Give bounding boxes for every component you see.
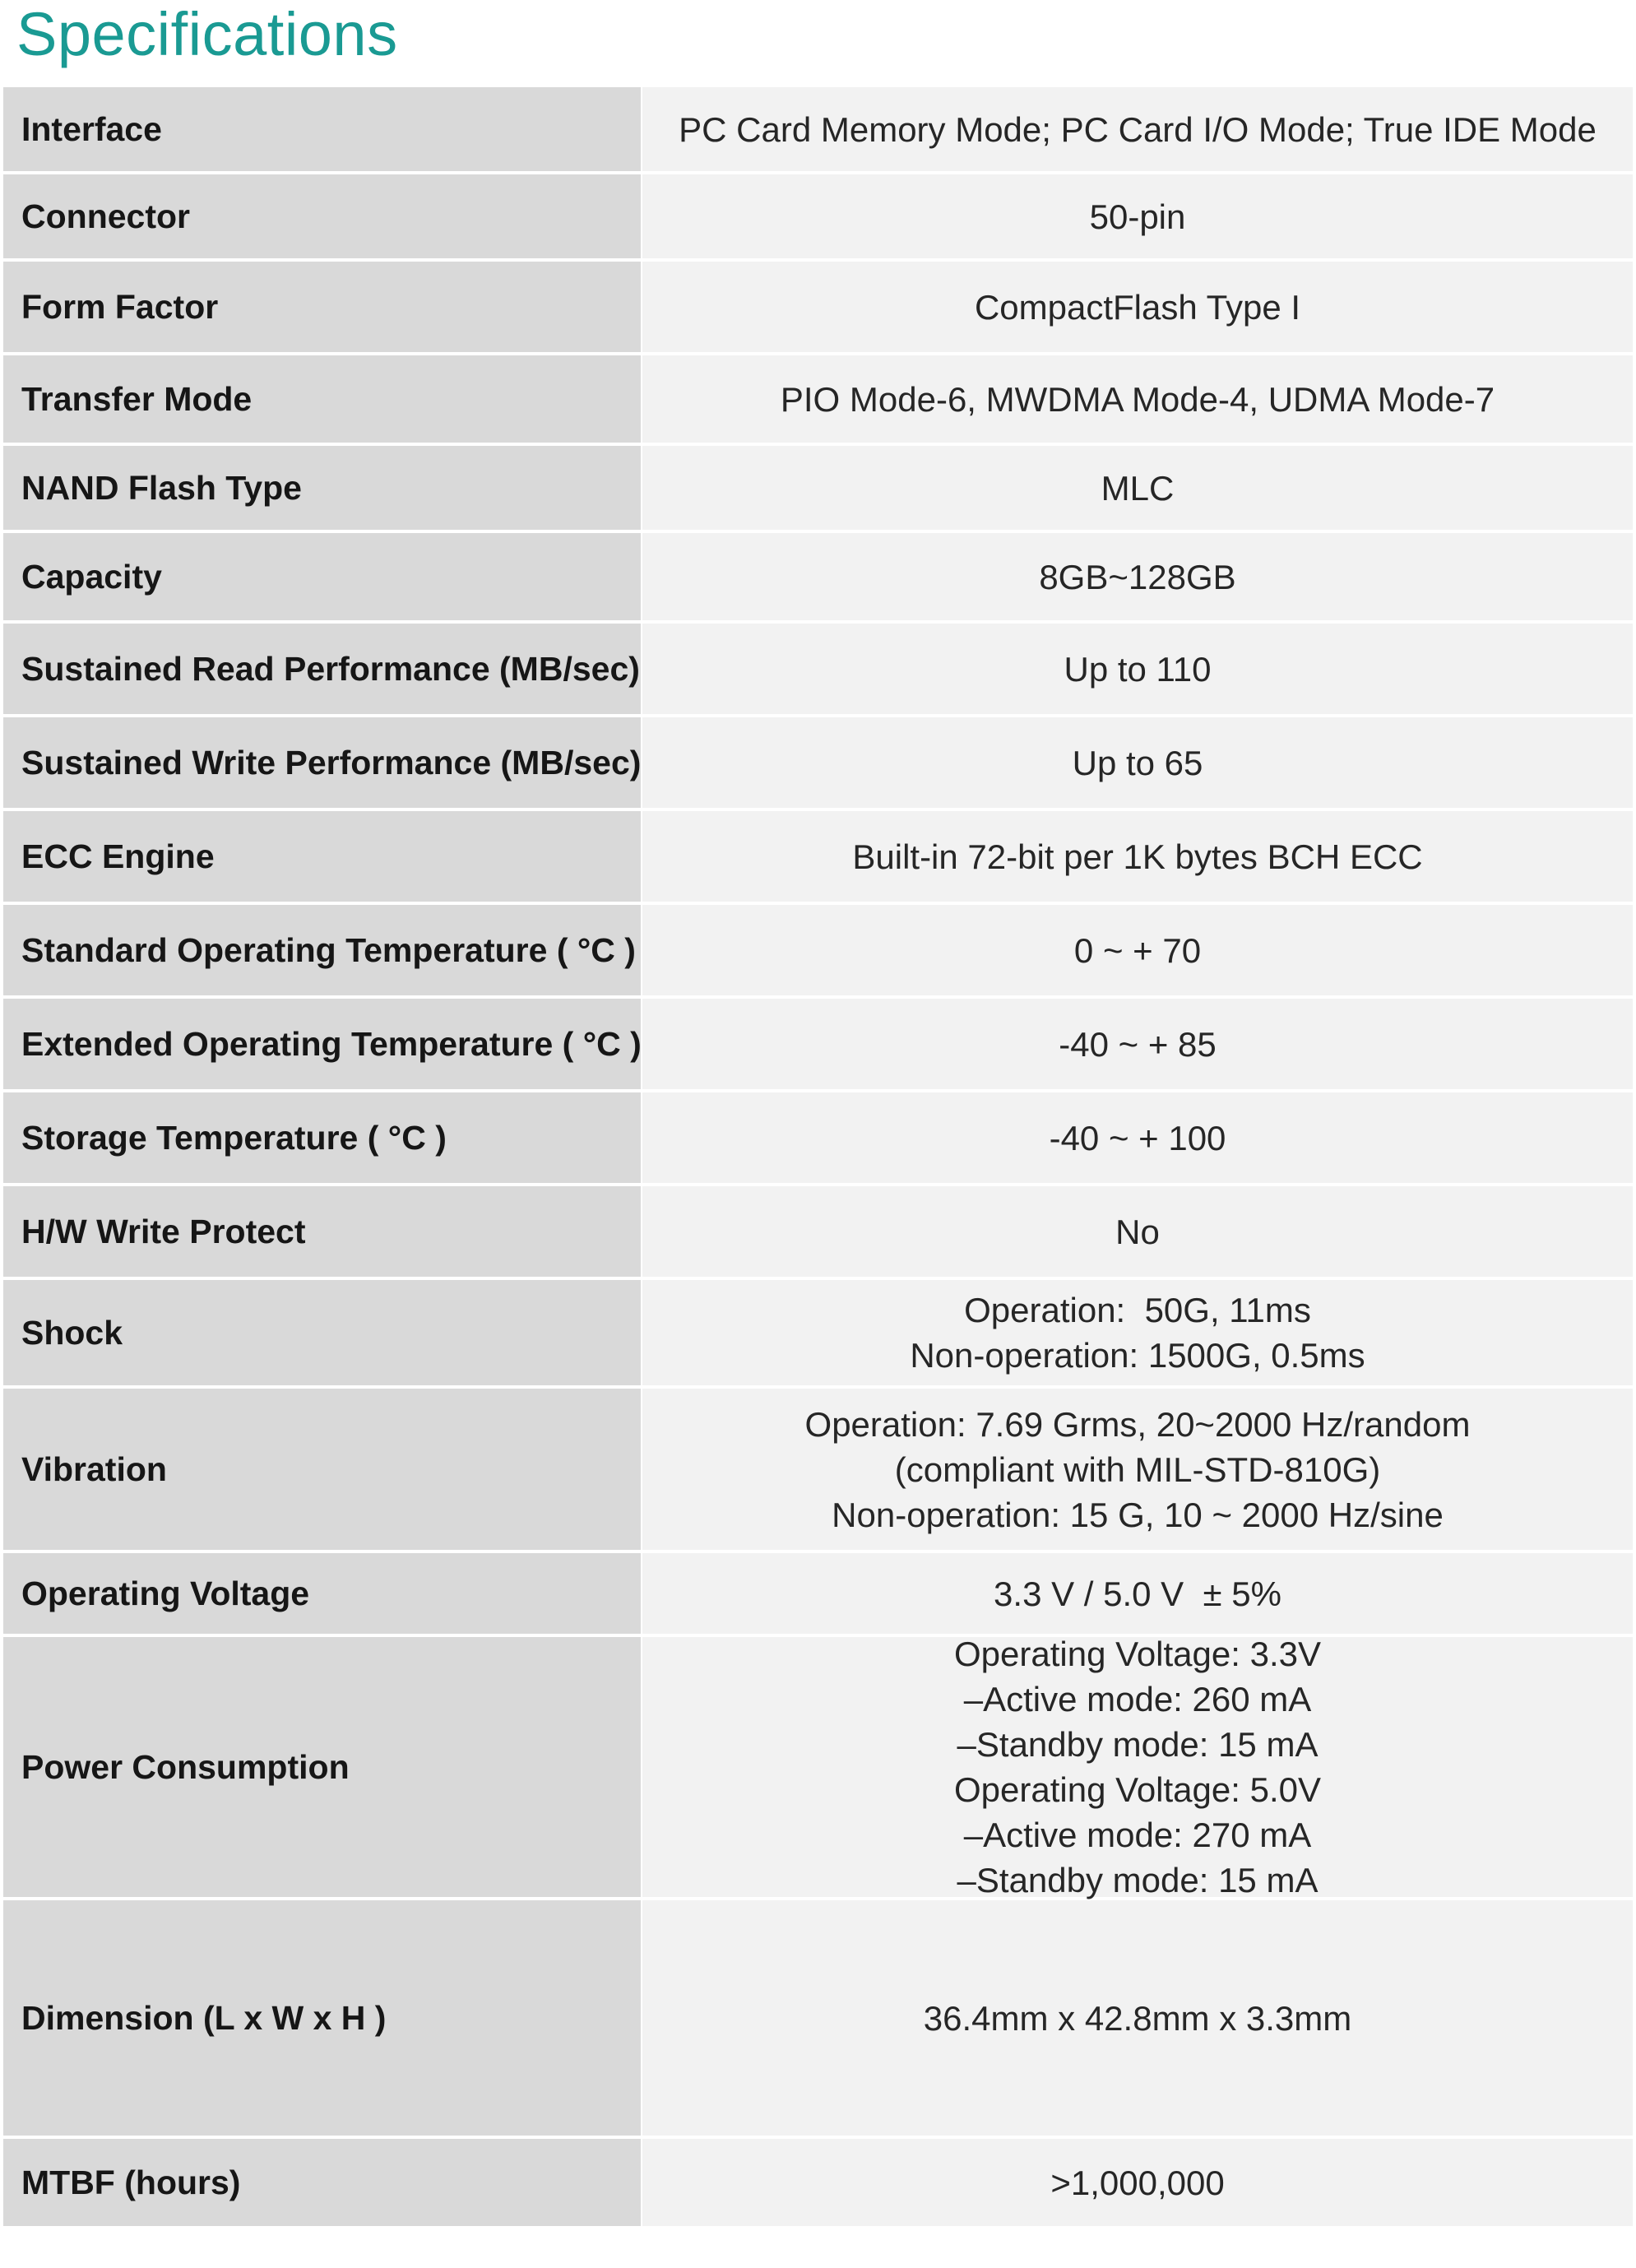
spec-value-line: –Standby mode: 15 mA [957, 1861, 1319, 1899]
page-title: Specifications [16, 0, 398, 68]
spec-label: NAND Flash Type [3, 446, 641, 530]
spec-label: H/W Write Protect [3, 1186, 641, 1277]
spec-value-line: Non-operation: 15 G, 10 ~ 2000 Hz/sine [832, 1495, 1444, 1534]
spec-label: Sustained Read Performance (MB/sec) [3, 624, 641, 714]
spec-value-line: Up to 65 [1072, 743, 1203, 782]
spec-value-line: PIO Mode-6, MWDMA Mode-4, UDMA Mode-7 [780, 379, 1495, 419]
spec-value [642, 446, 1633, 530]
spec-value-line: –Active mode: 270 mA [963, 1816, 1312, 1854]
spec-label: Interface [3, 87, 641, 171]
spec-label: Vibration [3, 1389, 641, 1550]
spec-value-line: -40 ~ + 100 [1049, 1118, 1226, 1157]
spec-label: Storage Temperature ( °C ) [3, 1092, 641, 1183]
spec-value-line: Operation: 7.69 Grms, 20~2000 Hz/random [804, 1404, 1471, 1444]
spec-value-line: 0 ~ + 70 [1073, 930, 1202, 970]
spec-label: Extended Operating Temperature ( °C ) [3, 999, 641, 1089]
spec-value-line: Up to 110 [1064, 649, 1212, 689]
spec-value [642, 174, 1633, 258]
spec-value-line: Non-operation: 1500G, 0.5ms [910, 1336, 1365, 1375]
spec-value [642, 1186, 1633, 1277]
spec-label: Transfer Mode [3, 355, 641, 443]
spec-value [642, 905, 1633, 995]
spec-value-line: 8GB~128GB [1039, 557, 1236, 596]
spec-value [642, 624, 1633, 714]
spec-value-line: –Standby mode: 15 mA [957, 1725, 1319, 1764]
spec-value-line: Operating Voltage: 5.0V [954, 1770, 1321, 1809]
spec-value [642, 1092, 1633, 1183]
spec-label: Standard Operating Temperature ( °C ) [3, 905, 641, 995]
spec-value-line: No [1115, 1212, 1160, 1251]
spec-label: Dimension (L x W x H ) [3, 1900, 641, 2136]
spec-label: Capacity [3, 533, 641, 620]
spec-value [642, 1280, 1633, 1385]
spec-label: Connector [3, 174, 641, 258]
spec-label: Operating Voltage [3, 1553, 641, 1634]
spec-value-line: -40 ~ + 85 [1059, 1024, 1217, 1064]
spec-label: Sustained Write Performance (MB/sec) [3, 717, 641, 808]
spec-value-line: PC Card Memory Mode; PC Card I/O Mode; True IDE Mode [679, 109, 1597, 149]
spec-value-line: >1,000,000 [1050, 2163, 1225, 2202]
spec-value [642, 355, 1633, 443]
spec-value-line: –Active mode: 260 mA [963, 1680, 1312, 1718]
spec-value [642, 2139, 1633, 2226]
spec-value [642, 87, 1633, 171]
spec-label: Power Consumption [3, 1637, 641, 1897]
spec-value [642, 1553, 1633, 1634]
spec-value [642, 533, 1633, 620]
spec-value-line: 36.4mm x 42.8mm x 3.3mm [923, 1998, 1352, 2038]
spec-value-line: Built-in 72-bit per 1K bytes BCH ECC [852, 837, 1423, 876]
spec-label: MTBF (hours) [3, 2139, 641, 2226]
spec-value [642, 262, 1633, 352]
spec-value [642, 1389, 1633, 1550]
spec-label: Form Factor [3, 262, 641, 352]
spec-value [642, 999, 1633, 1089]
spec-table [3, 87, 1633, 2226]
spec-value-line: MLC [1101, 468, 1175, 508]
spec-value [642, 717, 1633, 808]
spec-value-line: (compliant with MIL-STD-810G) [894, 1449, 1381, 1489]
spec-label: Shock [3, 1280, 641, 1385]
spec-value-line: 3.3 V / 5.0 V ± 5% [994, 1574, 1281, 1613]
spec-label: ECC Engine [3, 811, 641, 902]
spec-value [642, 811, 1633, 902]
spec-value-line: 50-pin [1089, 197, 1186, 236]
spec-value [642, 1900, 1633, 2136]
spec-value-line: Operating Voltage: 3.3V [954, 1635, 1321, 1673]
spec-value-line: CompactFlash Type I [974, 287, 1301, 327]
spec-value-line: Operation: 50G, 11ms [964, 1291, 1311, 1329]
spec-value [642, 1637, 1633, 1897]
